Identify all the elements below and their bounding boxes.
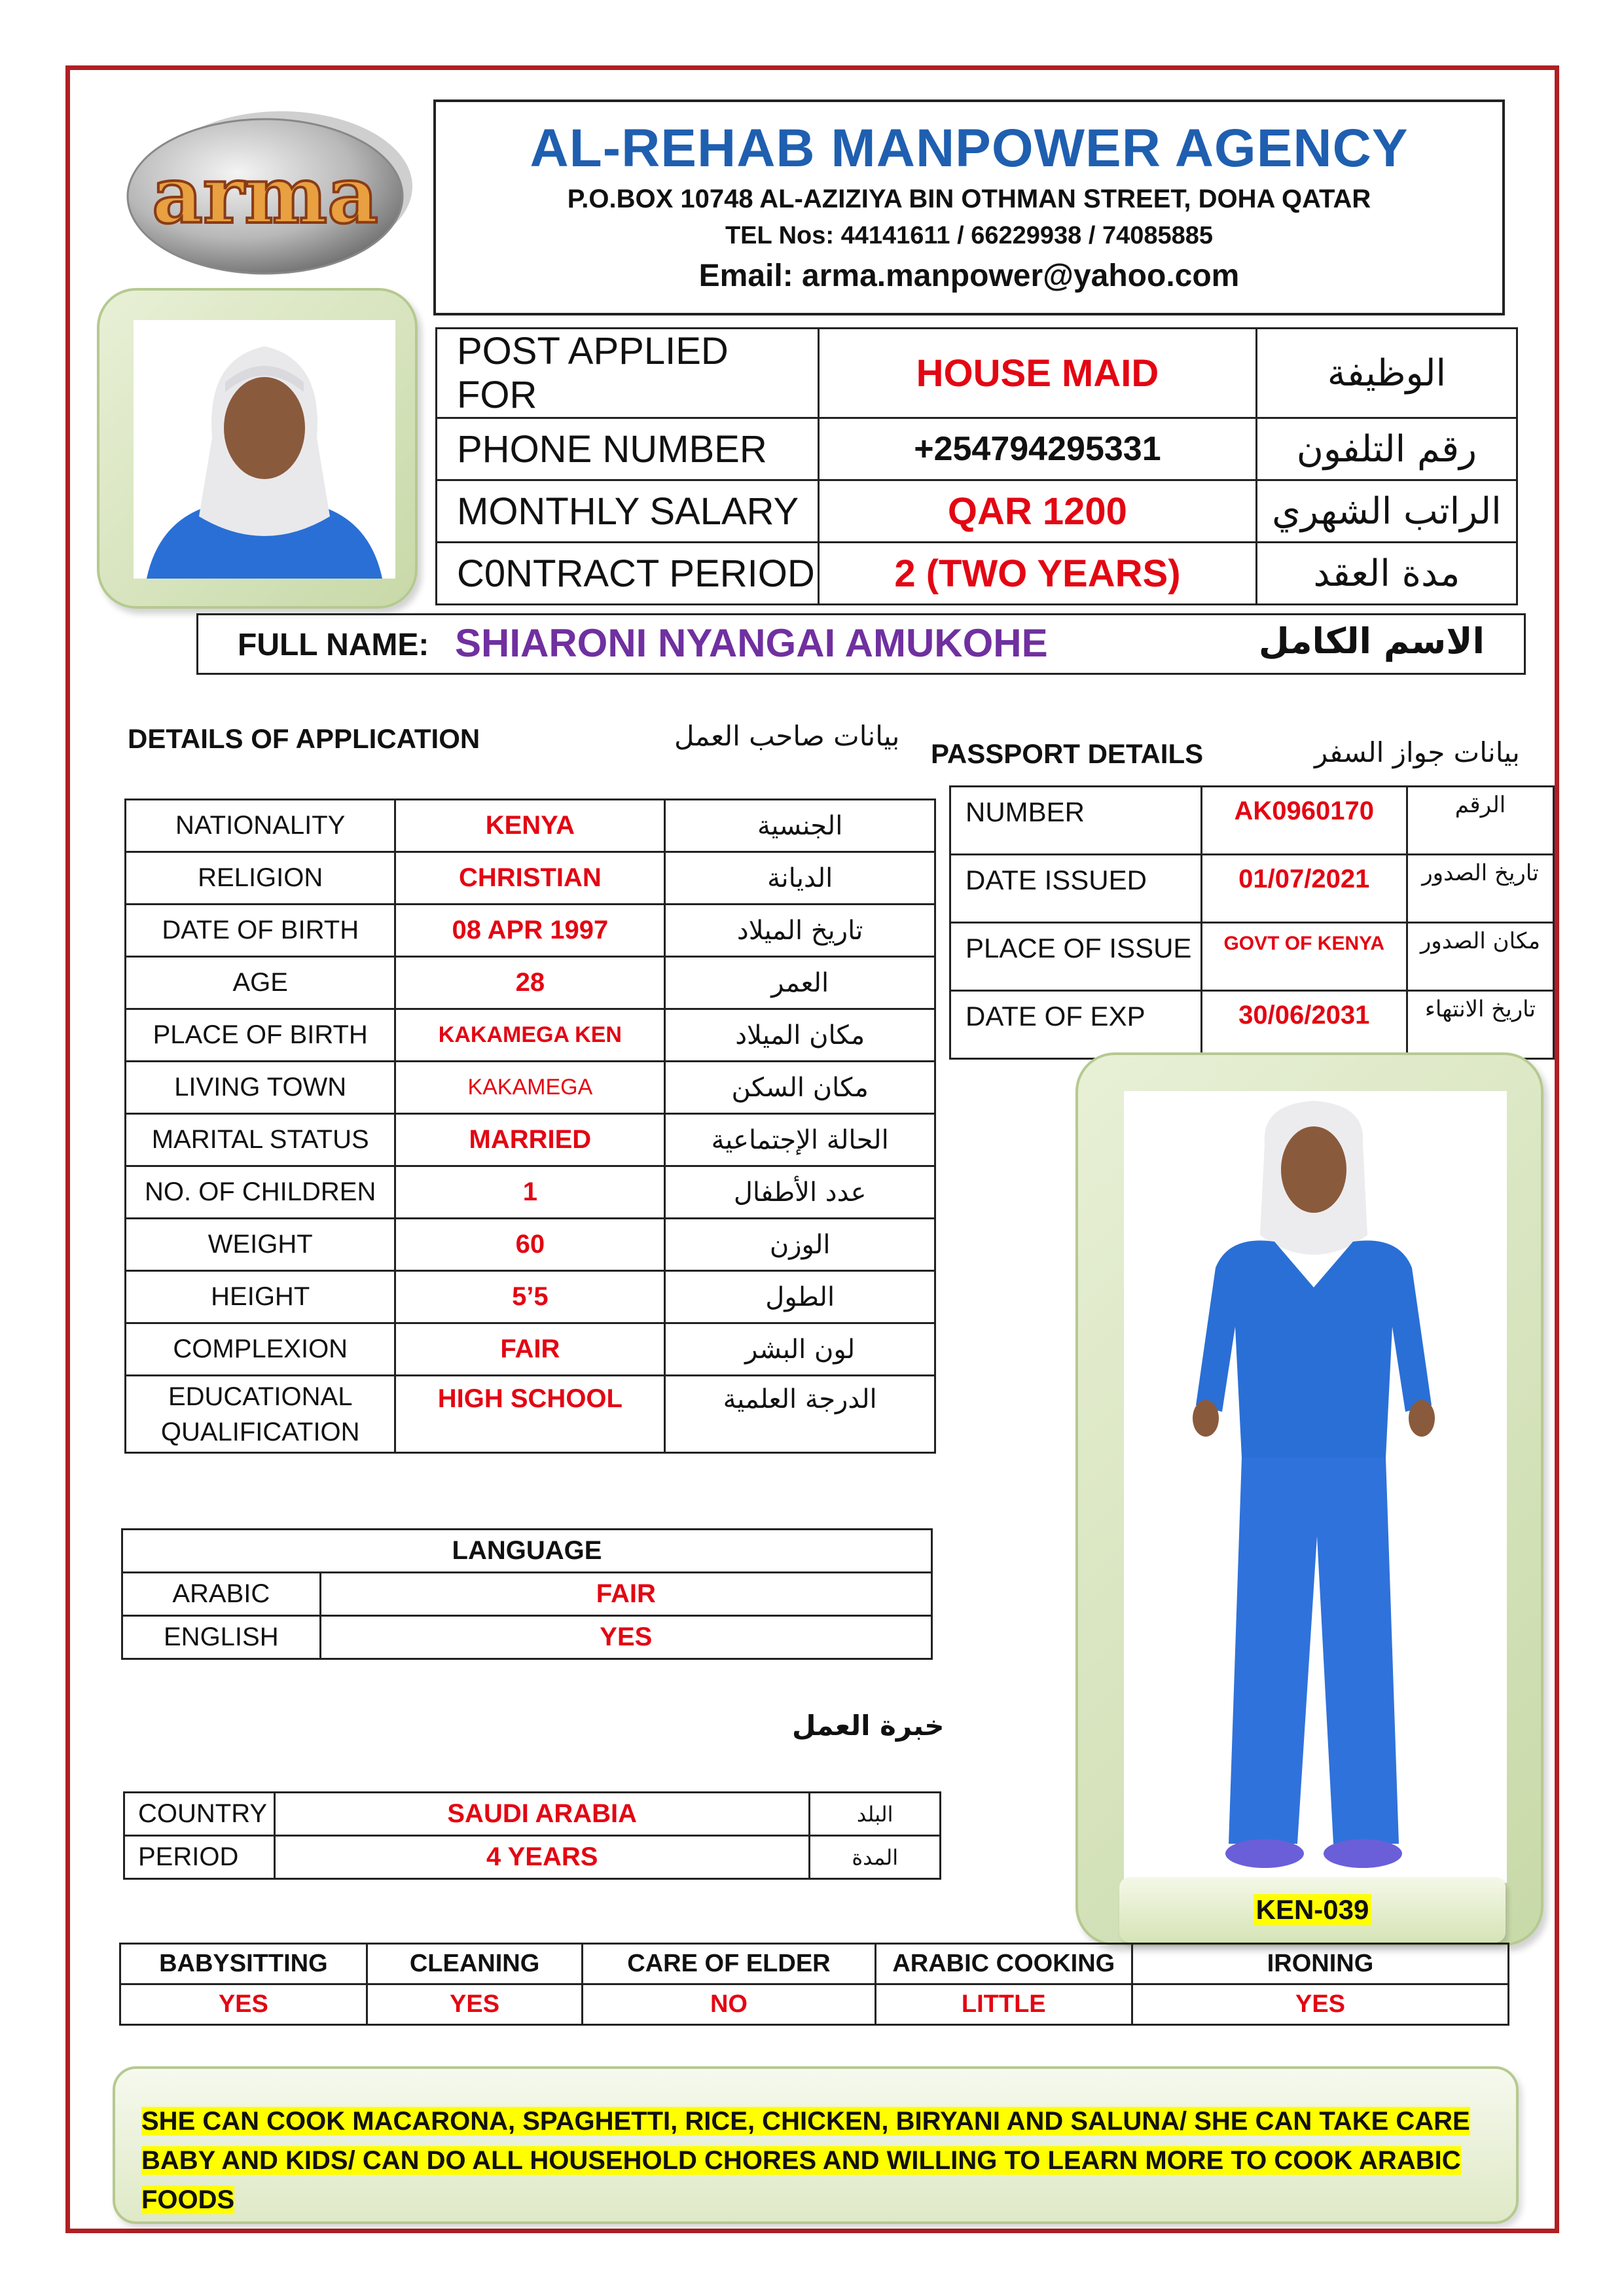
passport-label: DATE ISSUED	[950, 855, 1202, 923]
detail-label: COMPLEXION	[126, 1323, 395, 1376]
experience-label: COUNTRY	[124, 1793, 275, 1836]
detail-label: NATIONALITY	[126, 800, 395, 852]
skill-header: CLEANING	[367, 1944, 583, 1984]
skill-value: YES	[1132, 1984, 1509, 2025]
table-row	[126, 905, 935, 957]
phone-arabic: رقم التلفون	[1256, 418, 1517, 480]
experience-value: SAUDI ARABIA	[274, 1793, 810, 1836]
table-row	[437, 418, 1517, 480]
skill-value: LITTLE	[875, 1984, 1132, 2025]
table-row	[120, 1984, 1509, 2025]
passport-arabic: مكان الصدور	[1407, 923, 1553, 991]
table-row	[950, 787, 1554, 855]
details-title-arabic: بيانات صاحب العمل	[674, 720, 900, 752]
table-row	[126, 1009, 935, 1062]
passport-arabic: الرقم	[1407, 787, 1553, 855]
table-row	[437, 480, 1517, 543]
detail-label: RELIGION	[126, 852, 395, 905]
table-row	[126, 957, 935, 1009]
detail-arabic: الحالة الإجتماعية	[665, 1114, 935, 1166]
salary-arabic: الراتب الشهري	[1256, 480, 1517, 543]
passport-title-arabic: بيانات جواز السفر	[1314, 736, 1520, 768]
detail-arabic: الوزن	[665, 1219, 935, 1271]
skill-value: YES	[367, 1984, 583, 2025]
agency-logo	[118, 108, 425, 278]
language-value: FAIR	[320, 1573, 931, 1616]
post-label: POST APPLIED FOR	[437, 329, 819, 418]
passport-value: 01/07/2021	[1201, 855, 1407, 923]
detail-arabic: العمر	[665, 957, 935, 1009]
table-row	[437, 329, 1517, 418]
detail-value: MARRIED	[395, 1114, 665, 1166]
post-value: HOUSE MAID	[819, 329, 1257, 418]
remarks-text	[141, 2102, 1503, 2219]
table-row	[126, 1271, 935, 1323]
table-row	[126, 1376, 935, 1453]
experience-arabic: المدة	[810, 1836, 941, 1879]
table-row	[124, 1836, 941, 1879]
detail-arabic: مكان الميلاد	[665, 1009, 935, 1062]
detail-arabic: لون البشر	[665, 1323, 935, 1376]
table-row	[126, 1166, 935, 1219]
detail-value: 08 APR 1997	[395, 905, 665, 957]
language-label: ENGLISH	[122, 1616, 321, 1659]
reference-code-tag	[1119, 1877, 1506, 1943]
detail-value: 5’5	[395, 1271, 665, 1323]
detail-arabic: الطول	[665, 1271, 935, 1323]
remarks-box	[113, 2066, 1519, 2224]
experience-value: 4 YEARS	[274, 1836, 810, 1879]
contract-arabic: مدة العقد	[1256, 543, 1517, 605]
full-name-box	[196, 613, 1526, 675]
detail-value: CHRISTIAN	[395, 852, 665, 905]
reference-code: KEN-039	[1254, 1894, 1372, 1925]
passport-arabic: تاريخ الانتهاء	[1407, 991, 1553, 1059]
detail-value: KAKAMEGA	[395, 1062, 665, 1114]
full-name-arabic: الاسم الكامل	[1258, 620, 1485, 662]
detail-arabic: مكان السكن	[665, 1062, 935, 1114]
detail-label: DATE OF BIRTH	[126, 905, 395, 957]
detail-value: FAIR	[395, 1323, 665, 1376]
salary-label: MONTHLY SALARY	[437, 480, 819, 543]
table-row	[437, 543, 1517, 605]
language-table	[121, 1528, 933, 1660]
phone-label: PHONE NUMBER	[437, 418, 819, 480]
passport-value: 30/06/2031	[1201, 991, 1407, 1059]
passport-value: GOVT OF KENYA	[1201, 923, 1407, 991]
detail-value: KAKAMEGA KEN	[395, 1009, 665, 1062]
passport-label: NUMBER	[950, 787, 1202, 855]
detail-arabic: الدرجة العلمية	[665, 1376, 935, 1453]
detail-value: HIGH SCHOOL	[395, 1376, 665, 1453]
agency-address: P.O.BOX 10748 AL-AZIZIYA BIN OTHMAN STREET, DOHA QATAR	[567, 185, 1371, 213]
detail-value: 60	[395, 1219, 665, 1271]
table-row	[122, 1573, 932, 1616]
portrait-photo	[134, 320, 395, 579]
skills-table	[119, 1943, 1509, 2026]
table-row	[120, 1944, 1509, 1984]
remarks-highlight: SHE CAN COOK MACARONA, SPAGHETTI, RICE, CHICKEN, BIRYANI AND SALUNA/ SHE CAN TAKE CARE BABY AND KIDS/ CAN DO ALL HOUSEHOLD CHORES AND WILLING TO LEARN MORE TO COOK ARABIC FOODS	[141, 2107, 1470, 2214]
table-row	[126, 1219, 935, 1271]
portrait-photo-frame	[97, 288, 418, 609]
full-body-photo	[1124, 1091, 1507, 1883]
post-arabic: الوظيفة	[1256, 329, 1517, 418]
phone-value: +254794295331	[819, 418, 1257, 480]
detail-label: MARITAL STATUS	[126, 1114, 395, 1166]
table-row	[124, 1793, 941, 1836]
passport-table	[949, 785, 1555, 1060]
language-title: LANGUAGE	[122, 1530, 932, 1573]
detail-value: KENYA	[395, 800, 665, 852]
table-row	[950, 991, 1554, 1059]
experience-table	[123, 1791, 941, 1880]
full-name-value: SHIARONI NYANGAI AMUKOHE	[455, 621, 1048, 665]
detail-value: 28	[395, 957, 665, 1009]
passport-arabic: تاريخ الصدور	[1407, 855, 1553, 923]
detail-label: HEIGHT	[126, 1271, 395, 1323]
table-row	[122, 1530, 932, 1573]
detail-label: WEIGHT	[126, 1219, 395, 1271]
details-title: DETAILS OF APPLICATION	[128, 723, 480, 754]
skill-header: ARABIC COOKING	[875, 1944, 1132, 1984]
detail-label: NO. OF CHILDREN	[126, 1166, 395, 1219]
experience-label: PERIOD	[124, 1836, 275, 1879]
agency-header	[433, 99, 1505, 315]
table-row	[126, 1114, 935, 1166]
table-row	[950, 855, 1554, 923]
table-row	[126, 1062, 935, 1114]
detail-label: PLACE OF BIRTH	[126, 1009, 395, 1062]
detail-arabic: الجنسية	[665, 800, 935, 852]
detail-label: EDUCATIONAL QUALIFICATION	[126, 1376, 395, 1453]
table-row	[126, 1323, 935, 1376]
details-table	[124, 798, 936, 1454]
experience-title-arabic: خبرة العمل	[792, 1710, 945, 1742]
skill-value: NO	[583, 1984, 875, 2025]
passport-value: AK0960170	[1201, 787, 1407, 855]
table-row	[126, 852, 935, 905]
detail-arabic: الديانة	[665, 852, 935, 905]
passport-title: PASSPORT DETAILS	[931, 738, 1204, 769]
table-row	[950, 923, 1554, 991]
skill-header: BABYSITTING	[120, 1944, 367, 1984]
salary-value: QAR 1200	[819, 480, 1257, 543]
job-info-table	[435, 327, 1518, 605]
detail-label: LIVING TOWN	[126, 1062, 395, 1114]
agency-name: AL-REHAB MANPOWER AGENCY	[530, 118, 1409, 178]
detail-arabic: عدد الأطفال	[665, 1166, 935, 1219]
passport-label: PLACE OF ISSUE	[950, 923, 1202, 991]
detail-label: AGE	[126, 957, 395, 1009]
experience-arabic: البلد	[810, 1793, 941, 1836]
full-body-photo-frame	[1075, 1052, 1543, 1946]
contract-value: 2 (TWO YEARS)	[819, 543, 1257, 605]
full-name-label: FULL NAME:	[238, 628, 429, 662]
logo-text: arma	[152, 149, 378, 242]
contract-label: C0NTRACT PERIOD	[437, 543, 819, 605]
agency-phone: TEL Nos: 44141611 / 66229938 / 74085885	[725, 222, 1214, 249]
detail-value: 1	[395, 1166, 665, 1219]
language-label: ARABIC	[122, 1573, 321, 1616]
passport-label: DATE OF EXP	[950, 991, 1202, 1059]
detail-arabic: تاريخ الميلاد	[665, 905, 935, 957]
language-value: YES	[320, 1616, 931, 1659]
skill-header: IRONING	[1132, 1944, 1509, 1984]
skill-header: CARE OF ELDER	[583, 1944, 875, 1984]
agency-email: Email: arma.manpower@yahoo.com	[698, 259, 1240, 293]
table-row	[126, 800, 935, 852]
table-row	[122, 1616, 932, 1659]
skill-value: YES	[120, 1984, 367, 2025]
